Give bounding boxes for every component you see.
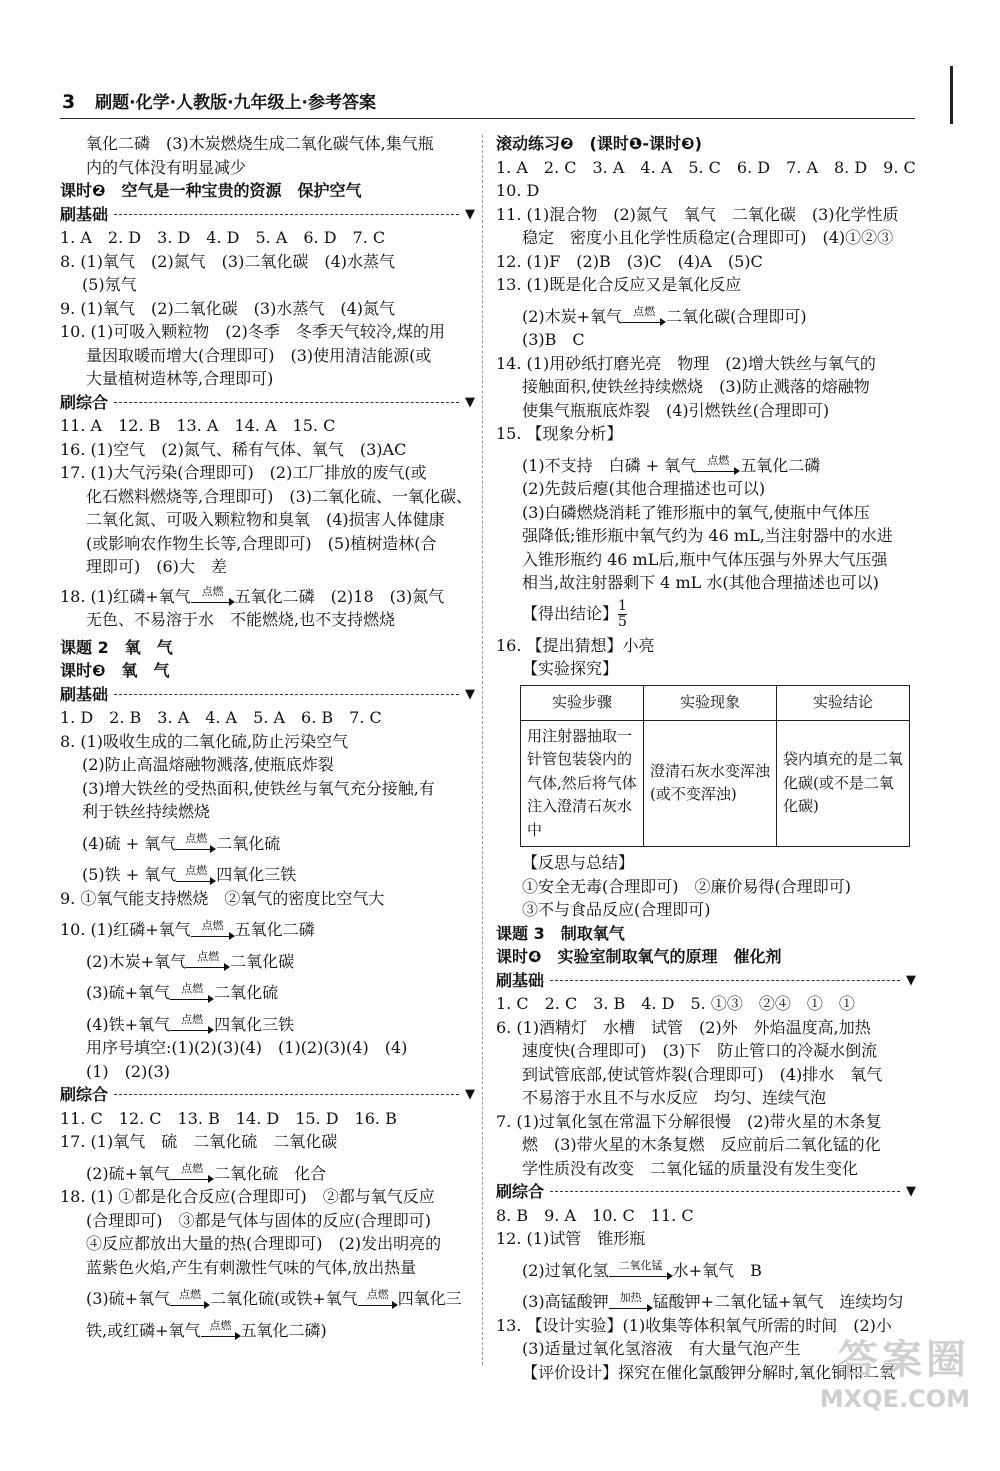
answer-line: 12. (1)试管 锥形瓶 <box>496 1229 646 1248</box>
answer-line: 11. C 12. C 13. B 14. D 15. D 16. B <box>60 1108 397 1128</box>
answer-line: 相当,故注射器剩下 4 mL 水(其他合理描述也可以) <box>522 573 879 592</box>
rolling-practice-heading: 滚动练习❷ (课时❶-课时❸) <box>496 134 702 153</box>
answer-line: 强降低;锥形瓶中氧气约为 46 mL,当注射器中的水进 <box>522 526 893 545</box>
answer-line: 9. ①氧气能支持燃烧 ②氧气的密度比空气大 <box>60 888 385 908</box>
section-label: 刷综合 <box>60 392 109 412</box>
topic-heading: 课题 2 氧 气 <box>60 637 173 657</box>
answer-line: (5)氖气 <box>82 275 137 294</box>
reaction-arrow: 点燃 <box>176 865 216 887</box>
answer-line: 无色、不易溶于水 不能燃烧,也不支持燃烧 <box>86 610 396 629</box>
answer-line: (3)硫+氧气 点燃 二氧化硫(或铁+氧气 点燃 四氧化三 <box>60 1287 475 1311</box>
answer-line: (合理即可) ③都是气体与固体的反应(合理即可) <box>86 1210 431 1230</box>
header-bar <box>950 66 953 124</box>
answer-line: 11. (1)混合物 (2)氮气 氧气 二氧化碳 (3)化学性质 <box>496 204 899 224</box>
answer-line: 氧化二磷 (3)木炭燃烧生成二氧化碳气体,集气瓶 <box>86 134 434 153</box>
answer-line: 10. (1)红磷+氧气 点燃 五氧化二磷 <box>60 918 475 942</box>
answer-line: 1. C 2. C 3. B 4. D 5. ①③ ②④ ① ① <box>496 994 855 1013</box>
answer-line: (4)铁+氧气 点燃 四氧化三铁 <box>60 1013 475 1037</box>
section-label: 刷综合 <box>496 1182 545 1201</box>
section-basic <box>60 203 475 227</box>
answer-line: ①安全无毒(合理即可) ②廉价易得(合理即可) <box>522 876 851 896</box>
lesson-heading: 课时❸ 氧 气 <box>60 661 170 680</box>
answer-line: (2)防止高温熔融物溅落,使瓶底炸裂 <box>82 755 334 774</box>
table-header: 实验步骤 <box>521 685 644 720</box>
table-cell: 袋内填充的是二氧化碳(或不是二氧化碳) <box>777 720 910 847</box>
answer-line: 13. (1)既是化合反应又是氧化反应 <box>496 275 742 294</box>
answer-line: (3)高锰酸钾 加热 锰酸钾+二氧化锰+氧气 连续均匀 <box>496 1290 916 1314</box>
answer-line: 【评价设计】探究在催化氯酸钾分解时,氧化铜和二氧 <box>522 1362 896 1382</box>
section-comprehensive <box>496 1180 916 1204</box>
answer-line: 化石燃料燃烧等,合理即可) (3)二氧化硫、一氧化碳、 <box>86 486 472 506</box>
answer-line: 8. (1)氧气 (2)氮气 (3)二氧化碳 (4)水蒸气 <box>60 251 396 271</box>
answer-line: 量因取暖而增大(合理即可) (3)使用清洁能源(或 <box>86 345 432 365</box>
reaction-arrow: 点燃 <box>622 306 666 328</box>
watermark-url: MXQE.COM <box>819 1385 970 1413</box>
answer-line: (3)B C <box>522 330 585 349</box>
reaction-arrow: 点燃 <box>201 1320 241 1342</box>
answer-line: (3)增大铁丝的受热面积,使铁丝与氧气充分接触,有 <box>82 778 435 798</box>
section-label: 刷基础 <box>496 970 545 990</box>
section-basic <box>496 969 916 993</box>
reaction-arrow: 点燃 <box>176 833 216 855</box>
table-cell: 澄清石灰水变浑浊(或不变浑浊) <box>644 720 777 847</box>
column-divider <box>482 135 483 1365</box>
reaction-arrow: 点燃 <box>170 1163 214 1185</box>
answer-line: 6. (1)酒精灯 水槽 试管 (2)外 外焰温度高,加热 <box>496 1017 871 1037</box>
section-label: 刷综合 <box>60 1085 109 1104</box>
reaction-arrow: 点燃 <box>186 951 230 973</box>
watermark-text: 答案圈 <box>838 1337 970 1383</box>
answer-line: 9. (1)氧气 (2)二氧化碳 (3)水蒸气 (4)氮气 <box>60 298 396 318</box>
section-label: 刷基础 <box>60 684 109 704</box>
answer-line: 17. (1)氧气 硫 二氧化硫 二氧化碳 <box>60 1132 338 1151</box>
reaction-arrow: 加热 <box>609 1292 653 1314</box>
answer-line: (5)铁 + 氧气 点燃 四氧化三铁 <box>60 863 475 887</box>
answer-line: (4)硫 + 氧气 点燃 二氧化硫 <box>60 832 475 856</box>
left-column <box>60 132 475 1342</box>
section-comprehensive <box>60 391 475 415</box>
answer-line: ③不与食品反应(合理即可) <box>522 900 711 919</box>
reaction-arrow: 点燃 <box>358 1289 398 1311</box>
answer-line: (2)硫+氧气 点燃 二氧化硫 化合 <box>60 1162 475 1186</box>
answer-line: 13. 【设计实验】(1)收集等体积氧气所需的时间 (2)小 <box>496 1315 892 1335</box>
answer-line: 燃 (3)带火星的木条复燃 反应前后二氧化锰的化 <box>522 1135 881 1154</box>
triangle-down-icon: ▼ <box>465 394 475 410</box>
answer-line: 【反思与总结】 <box>522 853 635 872</box>
answer-line: (2)木炭+氧气 点燃 二氧化碳(合理即可) <box>496 305 916 329</box>
answer-line: 1. A 2. D 3. D 4. D 5. A 6. D 7. C <box>60 228 386 247</box>
answer-line: 利于铁丝持续燃烧 <box>82 802 211 821</box>
answer-line: (2)木炭+氧气 点燃 二氧化碳 <box>60 950 475 974</box>
answer-line: (或影响农作物生长等,合理即可) (5)植树造林(合 <box>86 533 437 553</box>
answer-line: (1) (2)(3) <box>86 1061 170 1081</box>
lesson-heading: 课时❹ 实验室制取氧气的原理 催化剂 <box>496 947 782 966</box>
experiment-table <box>520 685 910 848</box>
answer-line: 14. (1)用砂纸打磨光亮 物理 (2)增大铁丝与氧气的 <box>496 353 876 373</box>
table-cell: 用注射器抽取一针管包装袋内的气体,然后将气体注入澄清石灰水中 <box>521 720 644 847</box>
answer-line: 使集气瓶瓶底炸裂 (4)引燃铁丝(合理即可) <box>522 400 830 420</box>
answer-line: (3)白磷燃烧消耗了锥形瓶中的氧气,使瓶中气体压 <box>522 502 870 522</box>
answer-line: 15. 【现象分析】 <box>496 424 623 443</box>
page-header <box>62 88 376 113</box>
answer-line: 接触面积,使铁丝持续燃烧 (3)防止溅落的熔融物 <box>522 377 870 396</box>
answer-line: 大量植树造林等,合理即可) <box>86 369 274 388</box>
answer-line: 铁,或红磷+氧气 点燃 五氧化二磷) <box>60 1319 475 1343</box>
answer-line: 内的气体没有明显减少 <box>86 157 247 177</box>
answer-line: 18. (1) ①都是化合反应(合理即可) ②都与氧气反应 <box>60 1187 435 1206</box>
triangle-down-icon: ▼ <box>906 1184 916 1199</box>
answer-line: 16. 【提出猜想】小亮 <box>496 635 655 655</box>
answer-line: (3)适量过氧化氢溶液 有大量气泡产生 <box>522 1339 801 1358</box>
triangle-down-icon: ▼ <box>906 972 916 988</box>
answer-line: 11. A 12. B 13. A 14. A 15. C <box>60 416 336 435</box>
answer-line: 18. (1)红磷+氧气 点燃 五氧化二磷 (2)18 (3)氮气 <box>60 585 475 609</box>
triangle-down-icon: ▼ <box>465 686 475 702</box>
answer-line: 不易溶于水且不与水反应 均匀、连续气泡 <box>522 1088 827 1107</box>
answer-line: 17. (1)大气污染(合理即可) (2)工厂排放的废气(或 <box>60 463 427 482</box>
answer-line: 蓝紫色火焰,产生有刺激性气味的气体,放出热量 <box>86 1257 417 1277</box>
reaction-arrow: 二氧化锰 <box>609 1260 673 1282</box>
topic-heading: 课题 3 制取氧气 <box>496 923 625 943</box>
watermark-logo <box>820 1328 970 1413</box>
answer-line: (3)硫+氧气 点燃 二氧化硫 <box>60 981 475 1005</box>
answer-line: 【得出结论】 $\frac{1}{5}$ <box>522 597 627 630</box>
fraction: $\frac{1}{5}$ <box>618 597 627 630</box>
answer-line: 稳定 密度小且化学性质稳定(合理即可) (4)①②③ <box>522 228 894 247</box>
answer-line: 1. A 2. C 3. A 4. A 5. C 6. D 7. A 8. D 9. C <box>496 157 916 177</box>
answer-line: 速度快(合理即可) (3)下 防止管口的冷凝水倒流 <box>522 1041 878 1060</box>
reaction-arrow: 点燃 <box>191 586 235 608</box>
section-basic <box>60 683 475 707</box>
answer-line: 7. (1)过氧化氢在常温下分解很慢 (2)带火星的木条复 <box>496 1111 882 1131</box>
answer-line: 8. B 9. A 10. C 11. C <box>496 1205 694 1225</box>
reaction-arrow: 点燃 <box>170 1014 214 1036</box>
answer-line: 10. (1)可吸入颗粒物 (2)冬季 冬季天气较冷,煤的用 <box>60 322 445 341</box>
answer-line: 10. D <box>496 181 540 200</box>
right-column <box>496 132 916 1384</box>
answer-line: 用序号填空:(1)(2)(3)(4) (1)(2)(3)(4) (4) <box>86 1038 408 1057</box>
lesson-heading: 课时❷ 空气是一种宝贵的资源 保护空气 <box>60 181 362 200</box>
header-title: 刷题·化学·人教版·九年级上·参考答案 <box>95 93 376 113</box>
table-header: 实验结论 <box>777 685 910 720</box>
reaction-arrow: 点燃 <box>696 455 740 477</box>
answer-line: (2)先鼓后瘪(其他合理描述也可以) <box>522 479 766 498</box>
section-label: 刷基础 <box>60 204 109 224</box>
triangle-down-icon: ▼ <box>465 206 475 222</box>
answer-line: 16. (1)空气 (2)氮气、稀有气体、氧气 (3)AC <box>60 439 407 459</box>
table-header: 实验现象 <box>644 685 777 720</box>
section-comprehensive <box>60 1083 475 1107</box>
answer-line: 1. D 2. B 3. A 4. A 5. A 6. B 7. C <box>60 708 382 727</box>
reaction-arrow: 点燃 <box>191 920 235 942</box>
answer-line: 二氧化氮、可吸入颗粒物和臭氧 (4)损害人体健康 <box>86 510 445 529</box>
answer-line: 入锥形瓶约 46 mL后,瓶中气体压强与外界大气压强 <box>522 549 888 569</box>
answer-line: 8. (1)吸收生成的二氧化硫,防止污染空气 <box>60 731 349 751</box>
triangle-down-icon: ▼ <box>465 1087 475 1102</box>
answer-line: 【实验探究】 <box>522 659 619 678</box>
answer-line: 12. (1)F (2)B (3)C (4)A (5)C <box>496 251 763 271</box>
page-number: 3 <box>62 91 76 113</box>
answer-line: 理即可) (6)大 差 <box>86 557 227 576</box>
answer-line: ④反应都放出大量的热(合理即可) (2)发出明亮的 <box>86 1234 442 1253</box>
header-rule <box>60 118 915 119</box>
reaction-arrow: 点燃 <box>170 983 214 1005</box>
answer-line: (2)过氧化氢 二氧化锰 水+氧气 B <box>496 1259 916 1283</box>
reaction-arrow: 点燃 <box>170 1289 210 1311</box>
answer-line: 到试管底部,使试管炸裂(合理即可) (4)排水 氧气 <box>522 1064 883 1084</box>
answer-line: 学性质没有改变 二氧化锰的质量没有发生变化 <box>522 1158 859 1178</box>
answer-line: (1)不支持 白磷 + 氧气 点燃 五氧化二磷 <box>496 454 916 478</box>
